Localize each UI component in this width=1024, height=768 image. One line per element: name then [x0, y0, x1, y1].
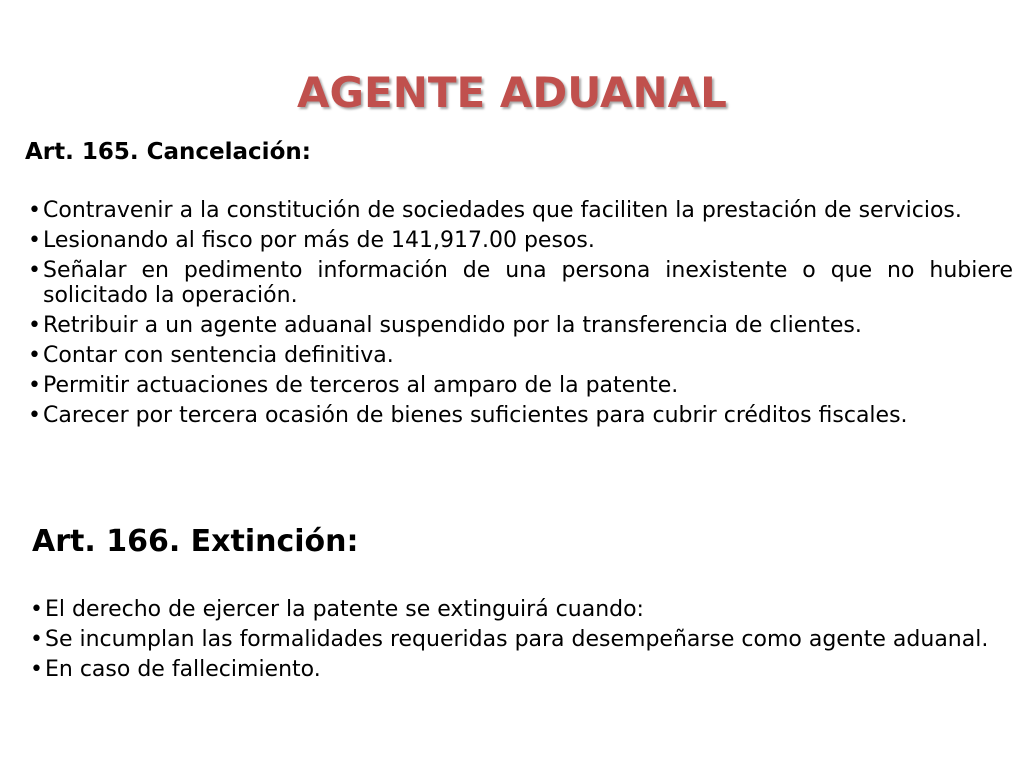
list-item — [28, 228, 1013, 253]
article-166-heading: Art. 166. Extinción: — [32, 524, 359, 559]
article-165-list — [28, 198, 1013, 433]
list-item-text: • En caso de fallecimiento. — [45, 657, 321, 682]
list-item-text: • Contar con sentencia definitiva. — [43, 343, 394, 368]
list-item — [28, 403, 1013, 428]
list-item-text: • Retribuir a un agente aduanal suspendido por la transferencia de clientes. — [43, 313, 862, 338]
list-item — [28, 198, 1013, 223]
list-item-text: • Contravenir a la constitución de sociedades que faciliten la prestación de servicios. — [43, 198, 962, 223]
slide-title: AGENTE ADUANAL — [297, 68, 727, 117]
list-item — [28, 343, 1013, 368]
list-item-text: • Se incumplan las formalidades requeridas para desempeñarse como agente aduanal. — [45, 627, 989, 652]
list-item-text: • Permitir actuaciones de terceros al amparo de la patente. — [43, 373, 679, 398]
list-item-text: • Lesionando al fisco por más de 141,917.00 pesos. — [43, 228, 595, 253]
list-item-text: • Carecer por tercera ocasión de bienes suficientes para cubrir créditos fiscales. — [43, 403, 908, 428]
list-item — [28, 313, 1013, 338]
article-166-list — [30, 597, 1002, 687]
list-item — [28, 373, 1013, 398]
list-item — [30, 597, 1002, 622]
article-165-heading: Art. 165. Cancelación: — [25, 139, 311, 165]
list-item — [30, 627, 1002, 652]
list-item — [30, 657, 1002, 682]
list-item-text: • Señalar en pedimento información de una persona inexistente o que no hubiere solicitado la operación. — [43, 258, 1013, 308]
list-item-text: • El derecho de ejercer la patente se extinguirá cuando: — [45, 597, 644, 622]
list-item — [28, 258, 1013, 308]
